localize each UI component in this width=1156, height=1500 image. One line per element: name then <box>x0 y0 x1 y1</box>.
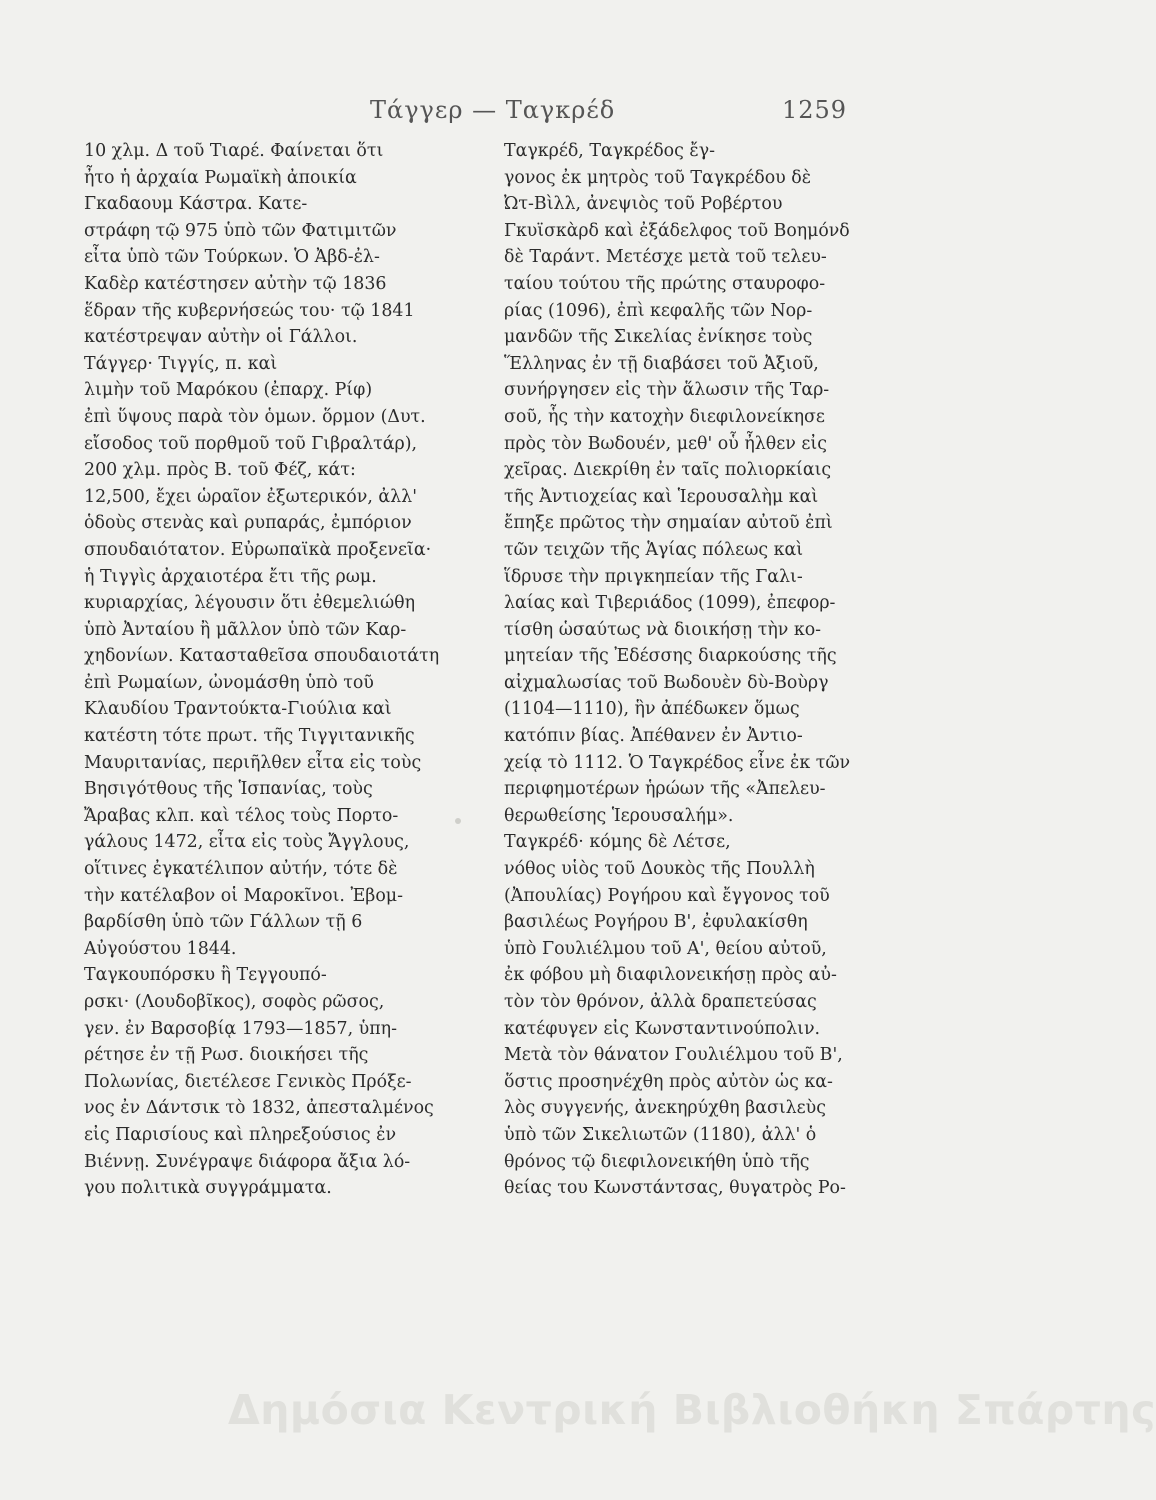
right-column-line: τίσθη ὡσαύτως νὰ διοικήσῃ τὴν κο- <box>504 619 822 640</box>
left-column-line: ρσκι· (Λουδοβῖκος), σοφὸς ρῶσος, <box>84 992 385 1012</box>
paper-speck <box>455 818 461 824</box>
left-column-line: ἕδραν τῆς κυβερνήσεώς του· τῷ 1841 <box>84 300 415 321</box>
left-column-line: οἵτινες ἐγκατέλιπον αὐτήν, τότε δὲ <box>84 859 398 880</box>
right-column-line: Ταγκρέδ, Ταγκρέδος ἔγ- <box>504 141 716 161</box>
right-column-line: (Ἀπουλίας) Ρογήρου καὶ ἔγγονος τοῦ <box>504 885 830 906</box>
left-column-line: Μαυριτανίας, περιῆλθεν εἶτα εἰς τοὺς <box>84 752 422 773</box>
right-column-line: νόθος υἱὸς τοῦ Δουκὸς τῆς Πουλλὴ <box>504 859 815 880</box>
left-column-line: σπουδαιότατον. Εὐρωπαϊκὰ προξενεῖα· <box>84 539 432 560</box>
right-column-line: λὸς συγγενής, ἀνεκηρύχθη βασιλεὺς <box>504 1098 826 1119</box>
left-column-line: Ἄραβας κλπ. καὶ τέλος τοὺς Πορτο- <box>84 805 399 826</box>
right-column-line: τῶν τειχῶν τῆς Ἁγίας πόλεως καὶ <box>504 539 804 560</box>
left-column-line: ρέτησε ἐν τῇ Ρωσ. διοικήσει τῆς <box>84 1045 369 1066</box>
right-column-line: ἵδρυσε τὴν πριγκηπείαν τῆς Γαλι- <box>504 566 803 587</box>
right-column-line: θερωθείσης Ἱερουσαλήμ». <box>504 805 734 826</box>
right-column-line: δὲ Ταράντ. Μετέσχε μετὰ τοῦ τελευ- <box>504 247 827 268</box>
right-column-line: λαίας καὶ Τιβεριάδος (1099), ἐπεφορ- <box>504 593 836 614</box>
left-column-line: εἴσοδος τοῦ πορθμοῦ τοῦ Γιβραλτάρ), <box>84 433 418 454</box>
left-column <box>84 138 466 1202</box>
right-column-line: περιφημοτέρων ἡρώων τῆς «Ἀπελευ- <box>504 779 826 800</box>
right-column-line: Ἕλληνας ἐν τῇ διαβάσει τοῦ Ἀξιοῦ, <box>504 353 819 374</box>
right-column-line: σοῦ, ἧς τὴν κατοχὴν διεφιλονείκησε <box>504 406 825 427</box>
right-column-line: θρόνος τῷ διεφιλονεικήθη ὑπὸ τῆς <box>504 1151 810 1172</box>
left-column-line: νος ἐν Δάντσικ τὸ 1832, ἀπεσταλμένος <box>84 1098 434 1119</box>
right-column-line: μητείαν τῆς Ἐδέσσης διαρκούσης τῆς <box>504 646 837 667</box>
right-column-line: κατόπιν βίας. Ἀπέθανεν ἐν Ἀντιο- <box>504 726 803 747</box>
page-number: 1259 <box>782 96 848 124</box>
left-column-line: γεν. ἐν Βαρσοβίᾳ 1793—1857, ὑπη- <box>84 1018 397 1039</box>
header-title: Τάγγερ — Ταγκρέδ <box>370 96 616 124</box>
right-column-line: μανδῶν τῆς Σικελίας ἐνίκησε τοὺς <box>504 327 813 348</box>
left-column-line: εἶτα ὑπὸ τῶν Τούρκων. Ὁ Ἀβδ-ἐλ- <box>84 247 380 268</box>
left-column-line: 12,500, ἔχει ὡραῖον ἐξωτερικόν, ἀλλ' <box>84 486 417 507</box>
right-column-line: χείᾳ τὸ 1112. Ὁ Ταγκρέδος εἶνε ἐκ τῶν <box>504 752 851 773</box>
library-watermark: Δημόσια Κεντρική Βιβλιοθήκη Σπάρτης <box>228 1386 1156 1434</box>
left-column-line: εἰς Παρισίους καὶ πληρεξούσιος ἐν <box>84 1124 397 1145</box>
right-column-line: χεῖρας. Διεκρίθη ἐν ταῖς πολιορκίαις <box>504 460 832 481</box>
left-column-line: ἐπὶ Ρωμαίων, ὠνομάσθη ὑπὸ τοῦ <box>84 672 374 693</box>
right-column-line: Γκυϊσκὰρδ καὶ ἐξάδελφος τοῦ Βοημόνδ <box>504 220 850 241</box>
right-column-line: τῆς Ἀντιοχείας καὶ Ἱερουσαλὴμ καὶ <box>504 486 819 507</box>
left-column-line: Καδὲρ κατέστησεν αὐτὴν τῷ 1836 <box>84 273 387 294</box>
right-column-line: ἐκ φόβου μὴ διαφιλονεικήσῃ πρὸς αὐ- <box>504 965 837 986</box>
left-column-line: τὴν κατέλαβον οἱ Μαροκῖνοι. Ἐβομ- <box>84 885 403 906</box>
right-column-line: ὑπὸ τῶν Σικελιωτῶν (1180), ἀλλ' ὁ <box>504 1124 817 1145</box>
left-column-line: κατέστρεψαν αὐτὴν οἱ Γάλλοι. <box>84 327 358 348</box>
right-column-line: ὅστις προσηνέχθη πρὸς αὐτὸν ὡς κα- <box>504 1071 833 1092</box>
right-column-line: ρίας (1096), ἐπὶ κεφαλῆς τῶν Νορ- <box>504 300 813 321</box>
left-column-line: Βιέννῃ. Συνέγραψε διάφορα ἄξια λό- <box>84 1151 411 1172</box>
right-column-line: αἰχμαλωσίας τοῦ Βωδουὲν δὺ-Βοὺργ <box>504 672 829 693</box>
right-column-line: τὸν τὸν θρόνον, ἀλλὰ δραπετεύσας <box>504 992 817 1012</box>
right-column-line: γονος ἐκ μητρὸς τοῦ Ταγκρέδου δὲ <box>504 167 812 188</box>
right-column-line: βασιλέως Ρογήρου Β', ἐφυλακίσθη <box>504 912 808 933</box>
left-column-line: Τάγγερ· Τιγγίς, π. καὶ <box>84 353 278 374</box>
left-column-line: κυριαρχίας, λέγουσιν ὅτι ἐθεμελιώθη <box>84 593 416 614</box>
left-column-line: ἡ Τιγγὶς ἀρχαιοτέρα ἔτι τῆς ρωμ. <box>84 566 377 587</box>
right-column-line: θείας του Κωνστάντσας, θυγατρὸς Ρο- <box>504 1178 846 1199</box>
right-column-line: ὑπὸ Γουλιέλμου τοῦ Α', θείου αὐτοῦ, <box>504 938 827 959</box>
right-column <box>504 138 850 1202</box>
left-column-line: γου πολιτικὰ συγγράμματα. <box>84 1178 332 1199</box>
left-column-line: Κλαυδίου Τραντούκτα-Γιούλια καὶ <box>84 699 392 720</box>
running-header <box>0 96 1052 136</box>
left-column-line: κατέστη τότε πρωτ. τῆς Τιγγιτανικῆς <box>84 726 415 747</box>
left-column-line: Βησιγότθους τῆς Ἱσπανίας, τοὺς <box>84 779 373 800</box>
right-column-line: ἔπηξε πρῶτος τὴν σημαίαν αὐτοῦ ἐπὶ <box>504 513 833 534</box>
right-column-line: πρὸς τὸν Βωδουέν, μεθ' οὗ ἦλθεν εἰς <box>504 433 827 454</box>
right-column-line: (1104—1110), ἣν ἀπέδωκεν ὅμως <box>504 699 800 720</box>
left-column-line: Αὐγούστου 1844. <box>84 938 237 959</box>
right-column-line: κατέφυγεν εἰς Κωνσταντινούπολιν. <box>504 1018 821 1039</box>
left-column-line: γάλους 1472, εἶτα εἰς τοὺς Ἄγγλους, <box>84 832 410 853</box>
left-column-line: Γκαδαουμ Κάστρα. Κατε- <box>84 194 308 215</box>
right-column-line: Ταγκρέδ· κόμης δὲ Λέτσε, <box>504 832 731 853</box>
right-column-line: Ὠτ-Βὶλλ, ἀνεψιὸς τοῦ Ροβέρτου <box>504 194 783 215</box>
right-column-line: συνήργησεν εἰς τὴν ἅλωσιν τῆς Ταρ- <box>504 380 830 401</box>
left-column-line: Πολωνίας, διετέλεσε Γενικὸς Πρόξε- <box>84 1071 412 1092</box>
left-column-line: ἐπὶ ὕψους παρὰ τὸν ὁμων. ὅρμον (Δυτ. <box>84 406 426 427</box>
left-column-line: λιμὴν τοῦ Μαρόκου (ἐπαρχ. Ρίφ) <box>84 380 373 401</box>
left-column-line: ὑπὸ Ἀνταίου ἢ μᾶλλον ὑπὸ τῶν Καρ- <box>84 619 407 640</box>
right-column-line: Μετὰ τὸν θάνατον Γουλιέλμου τοῦ Β', <box>504 1045 843 1066</box>
left-column-line: 200 χλμ. πρὸς Β. τοῦ Φέζ, κάτ: <box>84 460 356 481</box>
left-column-line: 10 χλμ. Δ τοῦ Τιαρέ. Φαίνεται ὅτι <box>84 141 384 161</box>
left-column-line: βαρδίσθη ὑπὸ τῶν Γάλλων τῇ 6 <box>84 912 363 933</box>
left-column-line: χηδονίων. Κατασταθεῖσα σπουδαιοτάτη <box>84 646 440 667</box>
left-column-line: στράφη τῷ 975 ὑπὸ τῶν Φατιμιτῶν <box>84 220 397 241</box>
right-column-line: ταίου τούτου τῆς πρώτης σταυροφο- <box>504 273 826 294</box>
left-column-line: ἦτο ἡ ἀρχαία Ρωμαϊκὴ ἀποικία <box>84 167 357 188</box>
left-column-line: Ταγκουπόρσκυ ἢ Τεγγουπό- <box>84 965 327 986</box>
left-column-line: ὁδοὺς στενὰς καὶ ρυπαράς, ἐμπόριον <box>84 513 412 534</box>
